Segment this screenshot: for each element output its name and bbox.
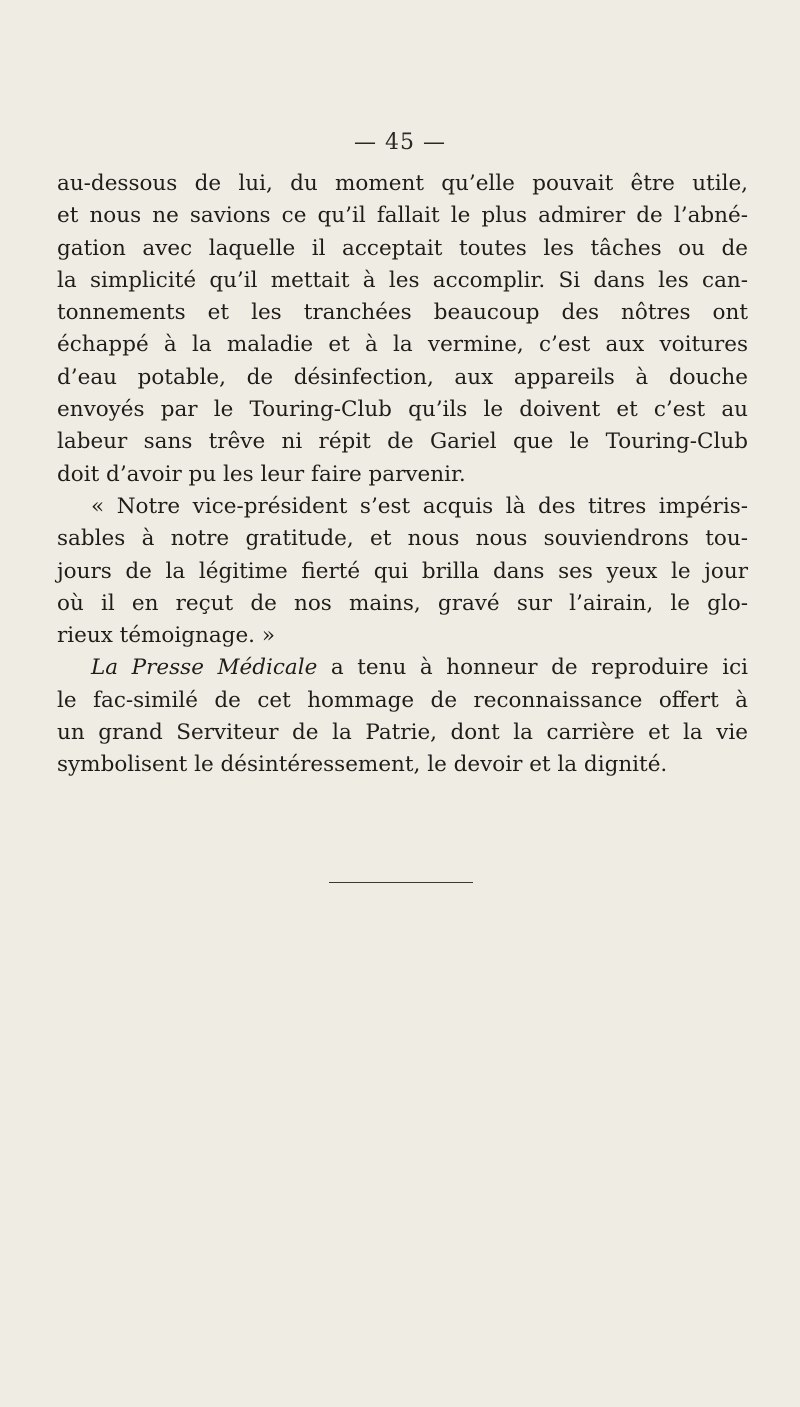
text-line: rieux témoignage. » bbox=[57, 623, 275, 649]
end-rule bbox=[329, 882, 473, 883]
text-line: un grand Serviteur de la Patrie, dont la carrière et la vie bbox=[57, 720, 748, 746]
text-line: symbolisent le désintéressement, le devoir et la dignité. bbox=[57, 752, 668, 778]
text-line: doit d’avoir pu les leur faire parvenir. bbox=[57, 461, 466, 487]
text-line: gation avec laquelle il acceptait toutes les tâches ou de bbox=[57, 235, 748, 261]
text-line: labeur sans trêve ni répit de Gariel que le Touring-Club bbox=[57, 429, 748, 455]
paragraph-2 bbox=[57, 491, 748, 652]
text-line: jours de la légitime fierté qui brilla dans ses yeux le jour bbox=[57, 558, 748, 584]
text-line: où il en reçut de nos mains, gravé sur l’airain, le glo- bbox=[57, 590, 748, 616]
text-line: envoyés par le Touring-Club qu’ils le doivent et c’est au bbox=[57, 397, 748, 423]
text-line: et nous ne savions ce qu’il fallait le plus admirer de l’abné- bbox=[57, 203, 748, 229]
text-line: la simplicité qu’il mettait à les accomplir. Si dans les can- bbox=[57, 267, 748, 293]
text-span: a tenu à honneur de reproduire ici bbox=[317, 655, 748, 681]
text-line: au-dessous de lui, du moment qu’elle pouvait être utile, bbox=[57, 171, 748, 196]
text-line: le fac-similé de cet hommage de reconnaissance offert à bbox=[57, 687, 748, 713]
body-text bbox=[57, 168, 748, 782]
text-line: sables à notre gratitude, et nous nous souviendrons tou- bbox=[57, 526, 748, 552]
text-line: « Notre vice-président s’est acquis là des titres impéris- bbox=[91, 493, 748, 519]
text-line: échappé à la maladie et à la vermine, c’est aux voitures bbox=[57, 332, 748, 358]
paragraph-3 bbox=[57, 652, 748, 781]
text-line: d’eau potable, de désinfection, aux appareils à douche bbox=[57, 364, 748, 390]
journal-title: La Presse Médicale bbox=[91, 655, 318, 681]
page-number: — 45 — bbox=[354, 130, 446, 155]
text-line: tonnements et les tranchées beaucoup des nôtres ont bbox=[57, 300, 748, 326]
paragraph-1 bbox=[57, 168, 748, 491]
text-line bbox=[57, 652, 748, 684]
